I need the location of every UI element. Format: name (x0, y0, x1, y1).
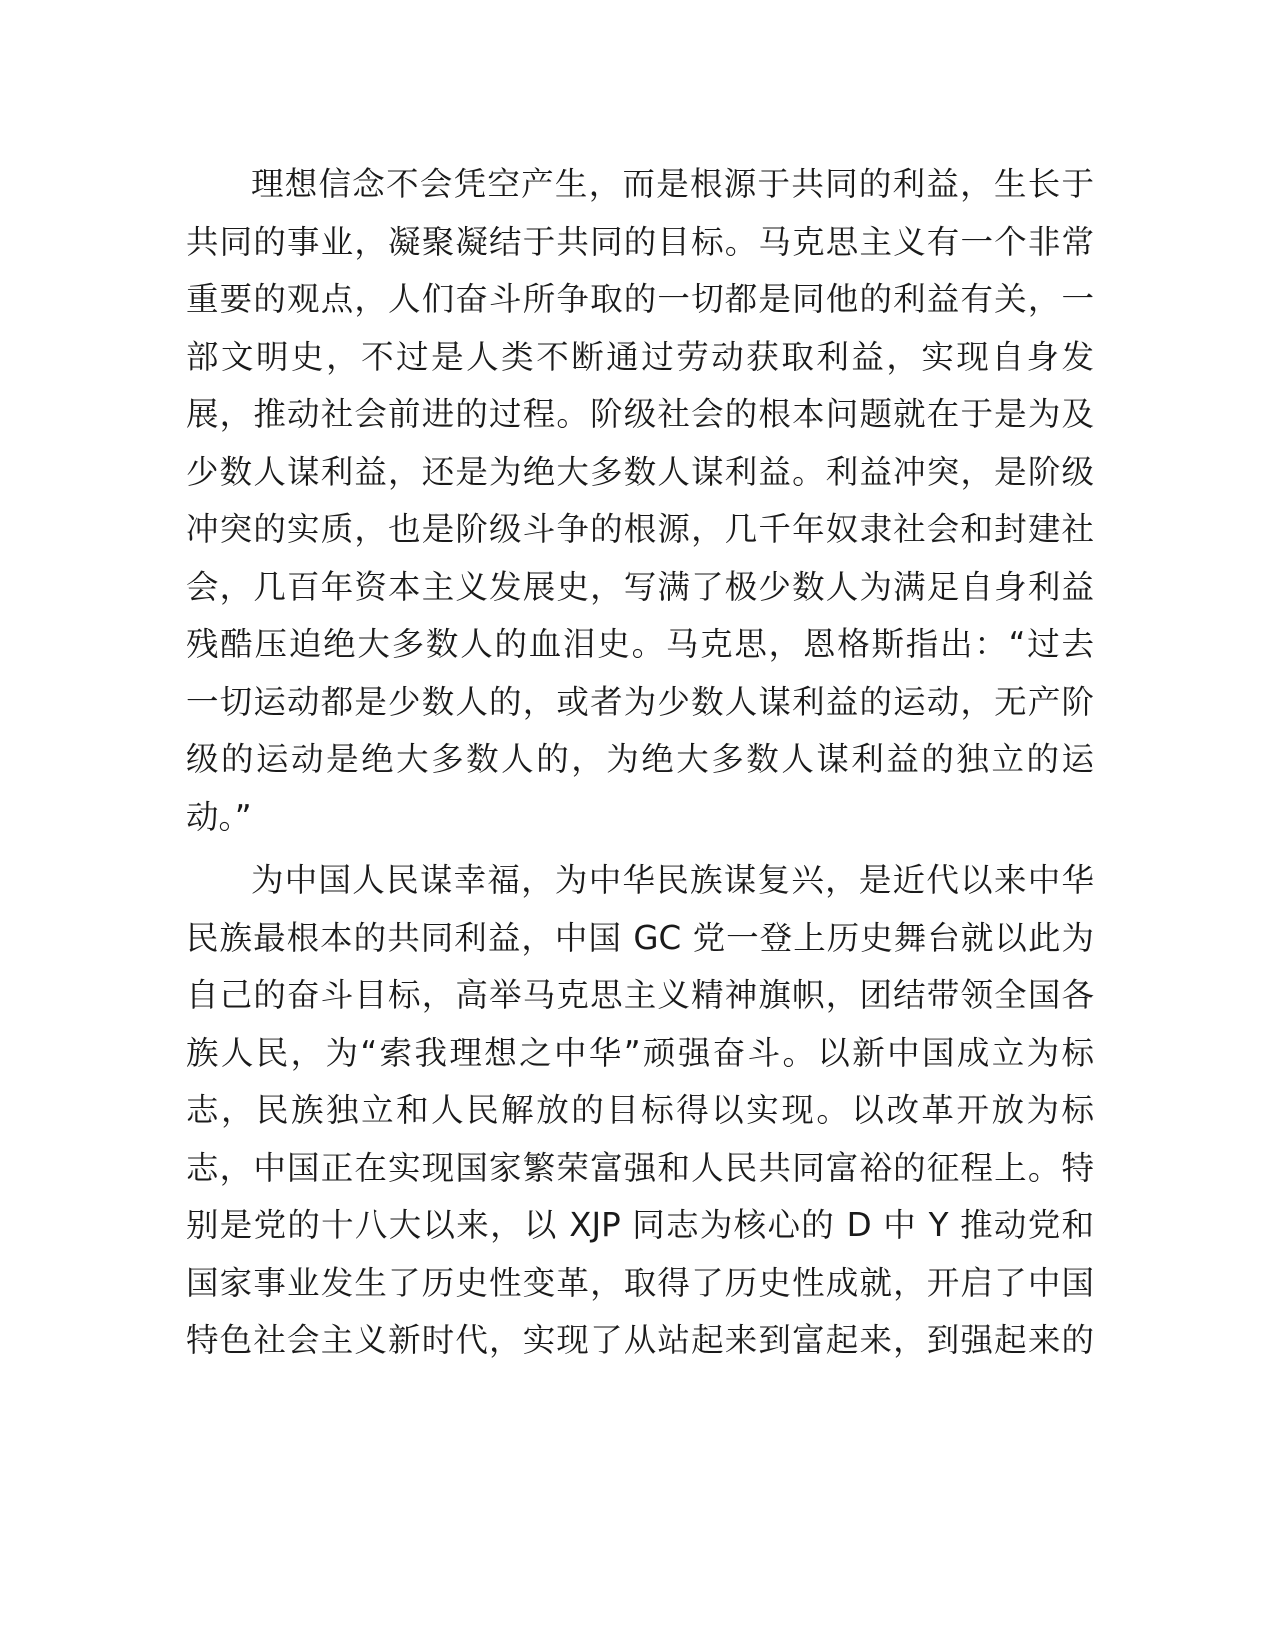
document-body (186, 156, 1094, 1370)
paragraph-line: 残酷压迫绝大多数人的血泪史。马克思，恩格斯指出：“过去 (186, 625, 1094, 663)
paragraph-line: 少数人谋利益，还是为绝大多数人谋利益。利益冲突，是阶级 (186, 452, 1094, 491)
paragraph-line: 特色社会主义新时代，实现了从站起来到富起来，到强起来的 (186, 1321, 1094, 1359)
paragraph-line: 部文明史，不过是人类不断通过劳动获取利益，实现自身发 (186, 337, 1094, 376)
paragraph-line: 国家事业发生了历史性变革，取得了历史性成就，开启了中国 (186, 1263, 1094, 1302)
paragraph-line: 族人民，为“索我理想之中华”顽强奋斗。以新中国成立为标 (186, 1033, 1094, 1072)
paragraph-line: 民族最根本的共同利益，中国 GC 党一登上历史舞台就以此为 (186, 918, 1094, 957)
paragraph-1 (186, 156, 1094, 846)
paragraph-line: 冲突的实质，也是阶级斗争的根源，几千年奴隶社会和封建社 (186, 510, 1094, 548)
paragraph-line: 共同的事业，凝聚凝结于共同的目标。马克思主义有一个非常 (186, 222, 1094, 261)
paragraph-line: 别是党的十八大以来，以 XJP 同志为核心的 D 中 Y 推动党和 (186, 1206, 1094, 1244)
paragraph-line: 志，中国正在实现国家繁荣富强和人民共同富裕的征程上。特 (186, 1148, 1094, 1187)
paragraph-line: 会，几百年资本主义发展史，写满了极少数人为满足自身利益 (186, 567, 1094, 606)
paragraph-line: 一切运动都是少数人的，或者为少数人谋利益的运动，无产阶 (186, 682, 1094, 721)
paragraph-line: 重要的观点，人们奋斗所争取的一切都是同他的利益有关，一 (186, 280, 1094, 318)
paragraph-line: 为中国人民谋幸福，为中华民族谋复兴，是近代以来中华 (251, 861, 1094, 899)
paragraph-2 (186, 852, 1094, 1370)
paragraph-line: 自己的奋斗目标，高举马克思主义精神旗帜，团结带领全国各 (186, 976, 1094, 1014)
paragraph-line: 志，民族独立和人民解放的目标得以实现。以改革开放为标 (186, 1091, 1094, 1129)
paragraph-line: 动。” (186, 797, 252, 836)
paragraph-line: 展，推动社会前进的过程。阶级社会的根本问题就在于是为及 (186, 395, 1094, 433)
paragraph-line: 级的运动是绝大多数人的，为绝大多数人谋利益的独立的运 (186, 740, 1094, 778)
paragraph-line: 理想信念不会凭空产生，而是根源于共同的利益，生长于 (251, 165, 1094, 203)
